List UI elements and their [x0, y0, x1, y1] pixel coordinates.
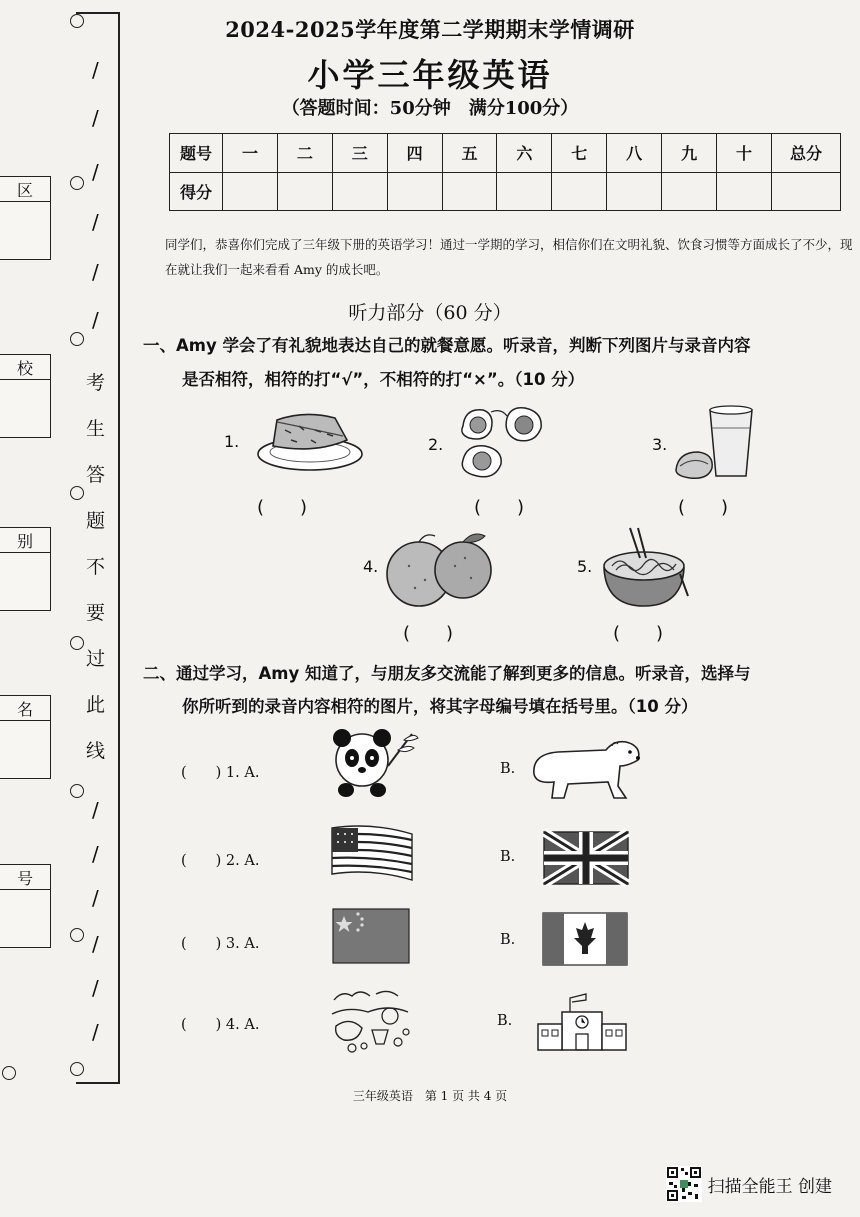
table-cell: 三: [332, 134, 387, 173]
scanner-watermark: [666, 1166, 832, 1202]
score-cell[interactable]: [332, 172, 387, 211]
binding-ring-icon: [70, 176, 84, 190]
cut-slash: /: [92, 798, 99, 822]
score-cell[interactable]: [497, 172, 552, 211]
table-cell: 得分: [170, 172, 223, 211]
class-box[interactable]: [0, 527, 51, 611]
cut-slash: /: [92, 886, 99, 910]
noodles-icon: [600, 526, 690, 610]
cut-slash: /: [92, 842, 99, 866]
binding-ring-icon: [70, 928, 84, 942]
q2-option-b[interactable]: B.: [500, 849, 516, 865]
cut-slash: /: [92, 106, 99, 130]
watermark-text: 扫描全能王 创建: [707, 1176, 832, 1197]
q1-item-number: 1.: [224, 432, 240, 451]
canada-flag-icon: [542, 912, 628, 966]
table-cell: 五: [442, 134, 497, 173]
cut-slash: /: [92, 160, 99, 184]
binding-text: 要: [86, 602, 106, 624]
cut-slash: /: [92, 976, 99, 1000]
score-cell[interactable]: [223, 172, 278, 211]
score-cell[interactable]: [772, 172, 841, 211]
oranges-icon: [385, 526, 495, 614]
qr-code-icon: [666, 1166, 702, 1202]
q2-item-label[interactable]: ( ) 4. A.: [181, 1017, 260, 1033]
intro-paragraph: 同学们，恭喜你们完成了三年级下册的英语学习！通过一学期的学习，相信你们在文明礼貌、饮食习惯等方面成长了不少，现在就让我们一起来看看 Amy 的成长吧。: [165, 237, 853, 277]
china-flag-icon: [332, 908, 410, 964]
table-cell: 八: [607, 134, 662, 173]
exam-info: （答题时间：50分钟 满分100分）: [281, 98, 579, 119]
q1-item-number: 5.: [577, 557, 593, 576]
score-cell[interactable]: [717, 172, 772, 211]
panda-icon: [328, 726, 420, 800]
school-box[interactable]: [0, 354, 51, 438]
binding-text: 考: [86, 372, 106, 394]
table-cell: 一: [223, 134, 278, 173]
q1-answer-paren[interactable]: ( ): [403, 623, 454, 644]
bread-icon: [255, 408, 365, 474]
q1-item-number: 2.: [428, 435, 444, 454]
q2-item-label[interactable]: ( ) 1. A.: [181, 765, 260, 781]
q1-instruction-line1: 一、Amy 学会了有礼貌地表达自己的就餐意愿。听录音，判断下列图片与录音内容: [143, 336, 751, 355]
page-footer: 三年级英语 第 1 页 共 4 页: [352, 1089, 508, 1103]
binding-text: 答: [86, 464, 106, 486]
score-cell[interactable]: [552, 172, 607, 211]
number-box[interactable]: [0, 864, 51, 948]
cut-slash: /: [92, 210, 99, 234]
cut-slash: /: [92, 1020, 99, 1044]
subject-title: 小学三年级英语: [307, 56, 553, 94]
park-icon: [328, 986, 412, 1056]
score-cell[interactable]: [277, 172, 332, 211]
cut-slash: /: [92, 58, 99, 82]
q2-instruction-line1: 二、通过学习，Amy 知道了，与朋友多交流能了解到更多的信息。听录音，选择与: [143, 664, 751, 683]
score-table-header-row: [170, 134, 841, 173]
score-cell[interactable]: [607, 172, 662, 211]
name-box[interactable]: [0, 695, 51, 779]
juice-icon: [672, 404, 762, 484]
score-cell[interactable]: [442, 172, 497, 211]
binding-text: 生: [86, 418, 106, 440]
table-cell: 总分: [772, 134, 841, 173]
binding-text: 过: [86, 648, 106, 670]
q2-option-b[interactable]: B.: [497, 1013, 513, 1029]
section-title: 听力部分（60 分）: [348, 302, 512, 324]
q1-answer-paren[interactable]: ( ): [613, 623, 664, 644]
number-label: 号: [0, 865, 50, 890]
table-cell: 十: [717, 134, 772, 173]
punch-hole-icon: [2, 1066, 16, 1080]
school-label: 校: [0, 355, 50, 380]
binding-text: 题: [86, 510, 106, 532]
eggs-icon: [455, 404, 550, 484]
uk-flag-icon: [542, 828, 630, 886]
q1-answer-paren[interactable]: ( ): [257, 497, 308, 518]
score-table-score-row: [170, 172, 841, 211]
table-cell: 九: [662, 134, 717, 173]
q2-instruction-line2: 你所听到的录音内容相符的图片，将其字母编号填在括号里。（10 分）: [182, 697, 698, 716]
binding-ring-icon: [70, 636, 84, 650]
table-cell: 四: [387, 134, 442, 173]
cut-slash: /: [92, 932, 99, 956]
binding-text: 线: [86, 740, 106, 762]
q1-item-number: 4.: [363, 557, 379, 576]
class-label: 别: [0, 528, 50, 553]
binding-ring-icon: [70, 332, 84, 346]
q2-option-b[interactable]: B.: [500, 761, 516, 777]
usa-flag-icon: [328, 824, 416, 882]
polar-bear-icon: [528, 736, 644, 802]
q1-instruction-line2: 是否相符，相符的打“√”，不相符的打“×”。（10 分）: [182, 370, 585, 389]
score-cell[interactable]: [387, 172, 442, 211]
table-cell: 题号: [170, 134, 223, 173]
q1-item-number: 3.: [652, 435, 668, 454]
table-cell: 六: [497, 134, 552, 173]
score-table: [169, 133, 841, 211]
district-label: 区: [0, 177, 50, 202]
exam-title: 2024-2025学年度第二学期期末学情调研: [225, 17, 635, 42]
binding-ring-icon: [70, 1062, 84, 1076]
binding-text: 此: [86, 694, 106, 716]
q2-option-b[interactable]: B.: [500, 932, 516, 948]
cut-slash: /: [92, 308, 99, 332]
q1-answer-paren[interactable]: ( ): [474, 497, 525, 518]
score-cell[interactable]: [662, 172, 717, 211]
binding-ring-icon: [70, 486, 84, 500]
binding-text: 不: [86, 556, 106, 578]
name-label: 名: [0, 696, 50, 721]
table-cell: 七: [552, 134, 607, 173]
table-cell: 二: [277, 134, 332, 173]
binding-ring-icon: [70, 784, 84, 798]
school-icon: [534, 990, 630, 1052]
q2-item-label[interactable]: ( ) 2. A.: [181, 853, 260, 869]
cut-slash: /: [92, 260, 99, 284]
district-box[interactable]: [0, 176, 51, 260]
q1-answer-paren[interactable]: ( ): [678, 497, 729, 518]
q2-item-label[interactable]: ( ) 3. A.: [181, 936, 260, 952]
